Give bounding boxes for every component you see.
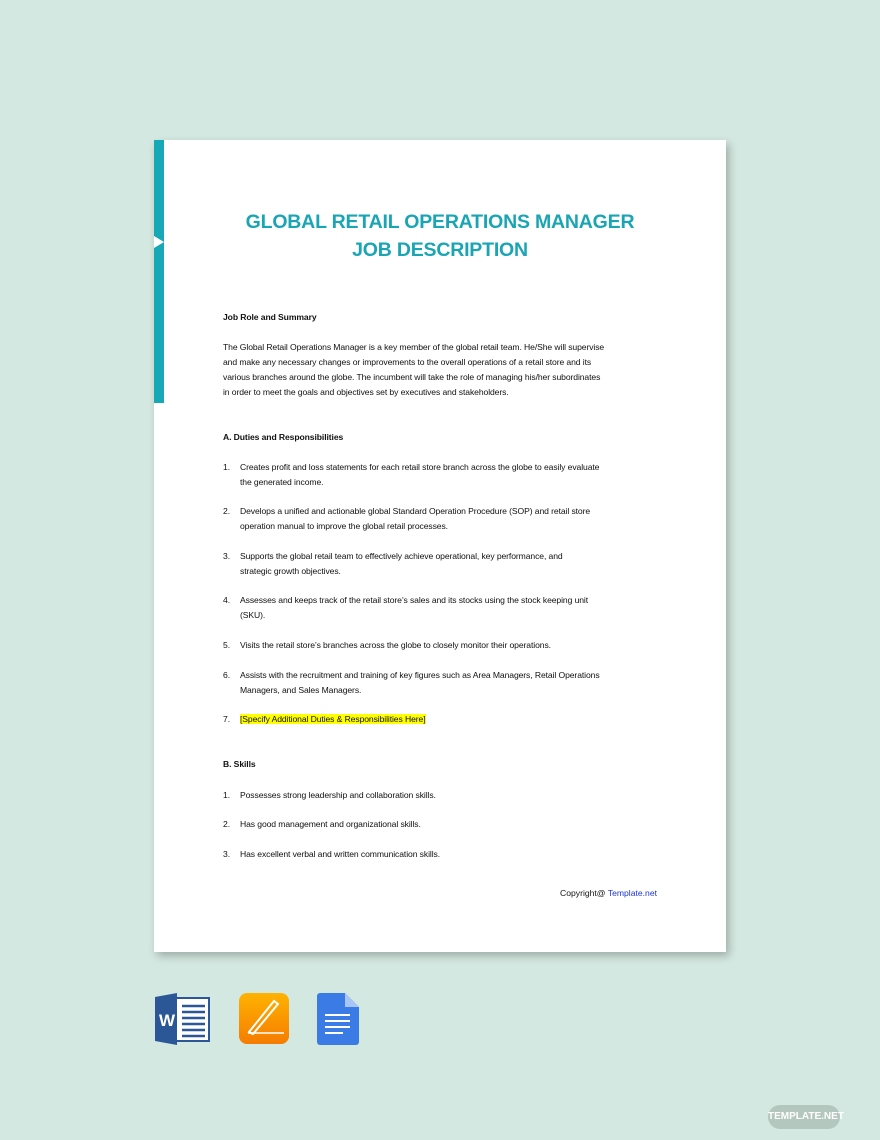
document-title-line-1: GLOBAL RETAIL OPERATIONS MANAGER bbox=[245, 211, 635, 233]
summary-heading: Job Role and Summary bbox=[223, 312, 317, 322]
template-net-badge[interactable]: TEMPLATE.NET bbox=[768, 1105, 840, 1129]
google-docs-icon[interactable] bbox=[317, 993, 359, 1050]
summary-line: various branches around the globe. The incumbent will take the role of managing his/her subordinates bbox=[223, 372, 601, 382]
skill-number: 2. bbox=[223, 819, 231, 829]
duty-number: 5. bbox=[223, 640, 231, 650]
duty-text: Creates profit and loss statements for each retail store branch across the globe to easily evaluate bbox=[240, 462, 600, 472]
duty-text: Assesses and keeps track of the retail store’s sales and its stocks using the stock keeping unit bbox=[240, 595, 589, 605]
duty-number: 4. bbox=[223, 595, 231, 605]
duty-text: (SKU). bbox=[240, 610, 266, 620]
accent-bar bbox=[154, 140, 164, 403]
skill-text: Has excellent verbal and written communication skills. bbox=[240, 849, 440, 859]
placeholder-highlight-text[interactable]: [Specify Additional Duties & Responsibilities Here] bbox=[240, 714, 426, 724]
skill-text: Has good management and organizational skills. bbox=[240, 819, 421, 829]
summary-line: The Global Retail Operations Manager is a key member of the global retail team. He/She will supervise bbox=[223, 342, 605, 352]
copyright bbox=[560, 888, 657, 898]
summary-line: in order to meet the goals and objectives set by executives and stakeholders. bbox=[223, 387, 509, 397]
duty-text: strategic growth objectives. bbox=[240, 566, 341, 576]
duty-number: 7. bbox=[223, 714, 231, 724]
duty-text: Supports the global retail team to effectively achieve operational, key performance, and bbox=[240, 551, 563, 561]
skill-number: 3. bbox=[223, 849, 231, 859]
pages-icon[interactable] bbox=[238, 993, 290, 1050]
duty-text: Managers, and Sales Managers. bbox=[240, 685, 362, 695]
summary-line: and make any necessary changes or improvements to the overall operations of a retail store and its bbox=[223, 357, 592, 367]
template-net-link[interactable]: Template.net bbox=[607, 888, 657, 898]
duty-text: Develops a unified and actionable global Standard Operation Procedure (SOP) and retail store bbox=[240, 506, 591, 516]
word-icon[interactable] bbox=[155, 993, 211, 1050]
document-page bbox=[154, 140, 726, 952]
duties-heading: A. Duties and Responsibilities bbox=[223, 432, 344, 442]
duty-number: 2. bbox=[223, 506, 231, 516]
duty-text: Assists with the recruitment and training of key figures such as Area Managers, Retail Operations bbox=[240, 670, 600, 680]
copyright-prefix: Copyright@ bbox=[560, 888, 608, 898]
document-title-line-2: JOB DESCRIPTION bbox=[352, 239, 528, 261]
duty-text: the generated income. bbox=[240, 477, 324, 487]
duty-number: 3. bbox=[223, 551, 231, 561]
svg-text:W: W bbox=[159, 1011, 176, 1030]
duty-number: 1. bbox=[223, 462, 231, 472]
skills-heading: B. Skills bbox=[223, 759, 256, 769]
duty-text: operation manual to improve the global retail processes. bbox=[240, 521, 448, 531]
skill-number: 1. bbox=[223, 790, 231, 800]
duty-number: 6. bbox=[223, 670, 231, 680]
duty-text: Visits the retail store’s branches across the globe to closely monitor their operations. bbox=[240, 640, 551, 650]
skill-text: Possesses strong leadership and collaboration skills. bbox=[240, 790, 436, 800]
